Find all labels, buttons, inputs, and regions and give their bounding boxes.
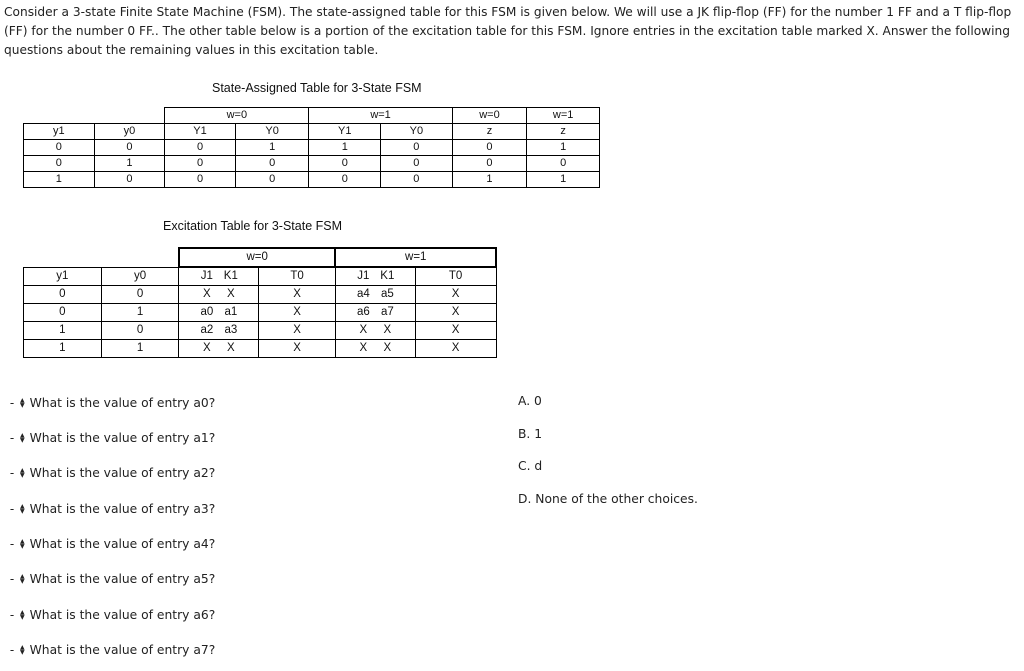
select-arrows-icon: ▲ ▼	[20, 609, 25, 621]
col-y1: y1	[24, 124, 95, 140]
choice-b: B. 1	[518, 427, 543, 441]
excitation-header-w1: w=1	[335, 248, 496, 267]
question-a6: - ▲ ▼ What is the value of entry a6?	[9, 608, 216, 622]
col-next-Y1-w1: Y1	[309, 124, 381, 140]
table-row: 1 1 X X X X X X	[24, 340, 497, 358]
table-row: 0 1 0 0 0 0 0 0	[24, 156, 600, 172]
question-a3: - ▲ ▼ What is the value of entry a3?	[9, 502, 216, 516]
question-a2: - ▲ ▼ What is the value of entry a2?	[9, 466, 216, 480]
state-header-w1: w=1	[309, 108, 452, 124]
question-a1: - ▲ ▼ What is the value of entry a1?	[9, 431, 216, 445]
select-arrows-icon: ▲ ▼	[20, 538, 25, 550]
answer-select-a1[interactable]: - ▲ ▼	[9, 431, 25, 445]
col-next-Y0-w0: Y0	[235, 124, 309, 140]
choice-a: A. 0	[518, 394, 542, 408]
table-row: 0 0 X X X a4 a5 X	[24, 286, 497, 304]
select-arrows-icon: ▲ ▼	[20, 397, 25, 409]
question-a5: - ▲ ▼ What is the value of entry a5?	[9, 572, 216, 586]
excitation-table	[23, 247, 497, 358]
table-row: 1 0 a2 a3 X X X X	[24, 322, 497, 340]
answer-select-a6[interactable]: - ▲ ▼	[9, 608, 25, 622]
table-row: 0 0 0 1 1 0 0 1	[24, 140, 600, 156]
answer-select-a3[interactable]: - ▲ ▼	[9, 502, 25, 516]
select-arrows-icon: ▲ ▼	[20, 503, 25, 515]
output-header-w1: w=1	[527, 108, 600, 124]
col-T0-w0: T0	[259, 267, 336, 286]
col-y0: y0	[101, 267, 179, 286]
col-next-Y0-w1: Y0	[381, 124, 453, 140]
output-header-w0: w=0	[452, 108, 527, 124]
answer-select-a2[interactable]: - ▲ ▼	[9, 466, 25, 480]
select-arrows-icon: ▲ ▼	[20, 432, 25, 444]
col-z-w0: z	[452, 124, 527, 140]
question-a7: - ▲ ▼ What is the value of entry a7?	[9, 643, 216, 657]
question-a0: - ▲ ▼ What is the value of entry a0?	[9, 396, 216, 410]
excitation-header-w0: w=0	[179, 248, 336, 267]
choice-d: D. None of the other choices.	[518, 492, 698, 506]
state-header-w0: w=0	[165, 108, 309, 124]
table-row: 0 1 a0 a1 X a6 a7 X	[24, 304, 497, 322]
problem-statement: Consider a 3-state Finite State Machine (FSM). The state-assigned table for this FSM is given below. We will use a JK flip-flop (FF) for the number 1 FF and a T flip-flop (FF) for the number 0 FF.. The other table below is a portion of the excitation table for this FSM. Ignore entries in the excitation table marked X. Answer the following questions about the remaining values in this excitation table.	[4, 5, 1012, 57]
answer-select-a5[interactable]: - ▲ ▼	[9, 572, 25, 586]
select-arrows-icon: ▲ ▼	[20, 467, 25, 479]
table-row: 1 0 0 0 0 0 1 1	[24, 172, 600, 188]
question-a4: - ▲ ▼ What is the value of entry a4?	[9, 537, 216, 551]
select-arrows-icon: ▲ ▼	[20, 573, 25, 585]
state-assigned-table	[23, 107, 600, 188]
col-J1K1-w0: J1 K1	[179, 267, 259, 286]
select-arrows-icon: ▲ ▼	[20, 644, 25, 656]
col-next-Y1-w0: Y1	[165, 124, 236, 140]
col-y0: y0	[94, 124, 165, 140]
state-table-caption: State-Assigned Table for 3-State FSM	[212, 81, 422, 95]
answer-select-a4[interactable]: - ▲ ▼	[9, 537, 25, 551]
excitation-table-caption: Excitation Table for 3-State FSM	[163, 219, 343, 233]
answer-select-a7[interactable]: - ▲ ▼	[9, 643, 25, 657]
col-T0-w1: T0	[415, 267, 496, 286]
col-z-w1: z	[527, 124, 600, 140]
choice-c: C. d	[518, 459, 543, 473]
col-y1: y1	[24, 267, 102, 286]
answer-select-a0[interactable]: - ▲ ▼	[9, 396, 25, 410]
col-J1K1-w1: J1 K1	[335, 267, 415, 286]
